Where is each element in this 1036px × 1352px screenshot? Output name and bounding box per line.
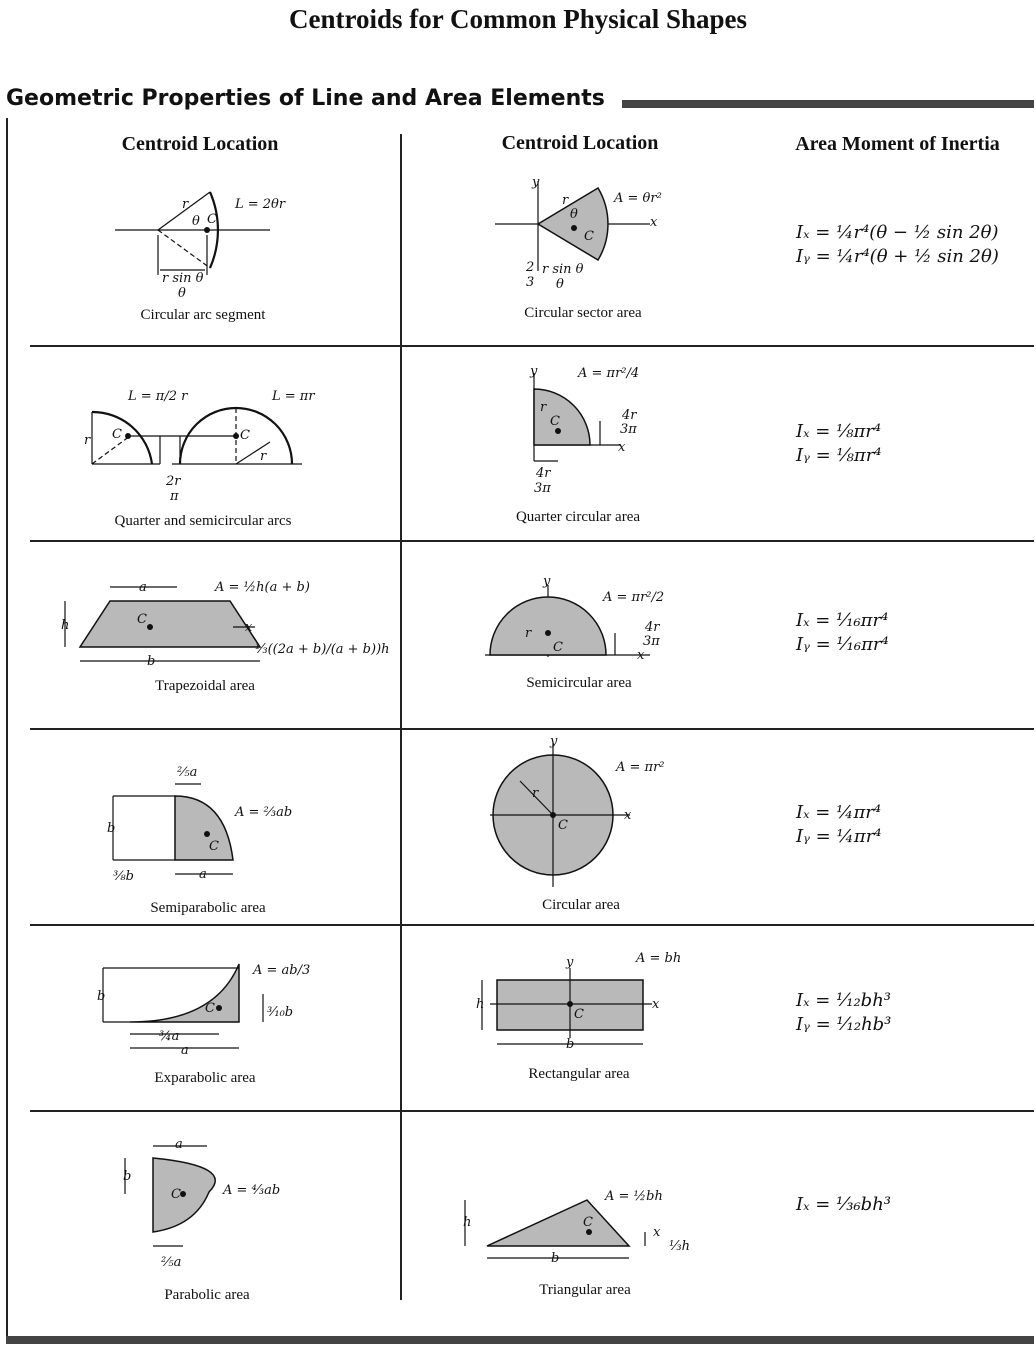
qarea-dist-right-den: 3π — [620, 422, 637, 437]
circular-sector-figure — [490, 176, 680, 296]
sector-dist: r sin θ — [542, 262, 584, 277]
qarea-area-label: A = πr²/4 — [578, 366, 640, 381]
expar-c-label: C — [205, 1001, 215, 1016]
tri-h-label: h — [463, 1215, 472, 1230]
inertia-row2-iy: Iᵧ = ⅛πr⁴ — [796, 445, 882, 466]
qarea-dist-right: 4r — [622, 408, 637, 423]
qarea-y-label: y — [530, 364, 538, 379]
circular-arc-figure — [110, 180, 290, 300]
semi-c-label: C — [553, 640, 563, 655]
bottom-rule — [6, 1336, 1034, 1344]
qarea-c-label: C — [550, 414, 560, 429]
header-centroid-middle: Centroid Location — [501, 132, 659, 154]
parab-dist-label: ⅖a — [161, 1255, 182, 1270]
expar-dist-label: ³⁄₁₀b — [267, 1005, 294, 1020]
inertia-row3-iy: Iᵧ = ¹⁄₁₆πr⁴ — [796, 634, 889, 655]
rect-y-label: y — [566, 955, 574, 970]
circle-c-label: C — [558, 818, 568, 833]
tri-c-label: C — [583, 1215, 593, 1230]
rect-c-label: C — [574, 1007, 584, 1022]
inertia-row5-iy: Iᵧ = ¹⁄₁₂hb³ — [796, 1014, 892, 1035]
qarc-c-label: C — [112, 427, 122, 442]
tri-area-label: A = ½bh — [605, 1189, 663, 1204]
caption-circular-area: Circular area — [542, 897, 620, 913]
semi-dist: 4r — [645, 620, 660, 635]
inertia-row5-ix: Iₓ = ¹⁄₁₂bh³ — [796, 990, 892, 1011]
semi-area-label: A = πr²/2 — [603, 590, 665, 605]
arc-c-label: C — [207, 212, 217, 227]
sector-frac-den: 3 — [526, 275, 535, 290]
inertia-row2-ix: Iₓ = ⅛πr⁴ — [796, 421, 882, 442]
section-subtitle: Geometric Properties of Line and Area Elements — [6, 86, 605, 111]
arc-r-label: r — [182, 197, 189, 212]
trap-dist-label: ⅓((2a + b)/(a + b))h — [255, 642, 390, 657]
sarc-r-label: r — [260, 449, 267, 464]
expar-b-label: b — [97, 989, 106, 1004]
exparabolic-figure — [95, 950, 315, 1060]
inertia-row6-ix: Iₓ = ¹⁄₃₆bh³ — [796, 1194, 892, 1215]
arc-dist-label: r sin θ — [162, 271, 204, 286]
semi-r-label: r — [525, 626, 532, 641]
left-border — [6, 118, 8, 1336]
qarea-dist-bottom-den: 3π — [534, 481, 551, 496]
circle-y-label: y — [550, 734, 558, 749]
inertia-row4-ix: Iₓ = ¼πr⁴ — [796, 802, 882, 823]
row-divider-3 — [30, 728, 1034, 730]
semiparabolic-figure — [105, 756, 305, 886]
header-inertia: Area Moment of Inertia — [795, 133, 1000, 155]
top-rule — [622, 100, 1034, 108]
trap-area-label: A = ½h(a + b) — [215, 580, 310, 595]
expar-a-label: a — [181, 1043, 189, 1058]
inertia-row1-iy: Iᵧ = ¼r⁴(θ + ½ sin 2θ) — [796, 246, 999, 267]
tri-x-label: x — [653, 1225, 661, 1240]
triangular-area-figure — [455, 1184, 715, 1274]
sector-area-label: A = θr² — [614, 191, 662, 206]
sarc-c-label: C — [240, 428, 250, 443]
row-divider-2 — [30, 540, 1034, 542]
qarea-x-label: x — [618, 440, 626, 455]
tri-dist-label: ⅓h — [669, 1239, 690, 1254]
parab-area-label: A = ⁴⁄₃ab — [223, 1183, 281, 1198]
column-divider — [400, 134, 402, 1300]
quarter-semicircular-arcs-figure — [80, 380, 315, 510]
expar-area-label: A = ab/3 — [253, 963, 311, 978]
rectangular-area-figure — [470, 946, 690, 1056]
rect-b-label: b — [566, 1037, 575, 1052]
semipar-a-label: a — [199, 867, 207, 882]
trap-a-label: a — [139, 580, 147, 595]
sector-y-label: y — [532, 175, 540, 190]
expar-dx-label: ¾a — [159, 1029, 180, 1044]
caption-rectangular-area: Rectangular area — [528, 1066, 630, 1082]
rect-x-label: x — [652, 997, 660, 1012]
parabolic-figure — [115, 1136, 315, 1276]
arc-theta-label: θ — [192, 214, 200, 229]
semipar-b-label: b — [107, 821, 116, 836]
arcs-dist-den: π — [170, 489, 179, 504]
semipar-c-label: C — [209, 839, 219, 854]
qarc-length-label: L = π/2 r — [128, 389, 188, 404]
semi-dist-den: 3π — [643, 634, 660, 649]
sector-c-label: C — [584, 229, 594, 244]
trap-b-label: b — [147, 654, 156, 669]
trapezoid-figure — [55, 575, 390, 675]
sector-r-label: r — [562, 193, 569, 208]
sector-dist-den: θ — [556, 277, 564, 292]
parab-c-label: C — [171, 1187, 181, 1202]
circle-x-label: x — [624, 808, 632, 823]
header-centroid-left: Centroid Location — [121, 133, 279, 155]
qarea-dist-bottom: 4r — [536, 466, 551, 481]
sector-frac: 2 — [526, 260, 535, 275]
semipar-area-label: A = ⅔ab — [235, 805, 293, 820]
semipar-bottom-label: ⅜b — [113, 869, 134, 884]
page-title: Centroids for Common Physical Shapes — [288, 4, 748, 34]
trap-x-label: x — [245, 620, 253, 635]
arc-length-label: L = 2θr — [235, 197, 286, 212]
circle-area-label: A = πr² — [616, 760, 665, 775]
arc-dist-den: θ — [178, 286, 186, 301]
circle-r-label: r — [532, 786, 539, 801]
caption-parabolic-area: Parabolic area — [164, 1287, 250, 1303]
caption-quarter-semicircular-arcs: Quarter and semicircular arcs — [114, 513, 292, 529]
caption-trapezoidal-area: Trapezoidal area — [155, 678, 255, 694]
caption-semicircular-area: Semicircular area — [526, 675, 632, 691]
sector-theta-label: θ — [570, 207, 578, 222]
trap-h-label: h — [61, 618, 70, 633]
qarc-r-label: r — [84, 433, 91, 448]
semipar-top-label: ⅖a — [177, 765, 198, 780]
parab-a-label: a — [175, 1137, 183, 1152]
circular-area-figure — [490, 735, 690, 895]
caption-circular-arc: Circular arc segment — [140, 307, 266, 323]
arcs-dist-label: 2r — [166, 474, 181, 489]
semi-y-label: y — [543, 574, 551, 589]
caption-circular-sector: Circular sector area — [524, 305, 642, 321]
inertia-row4-iy: Iᵧ = ¼πr⁴ — [796, 826, 882, 847]
inertia-row3-ix: Iₓ = ¹⁄₁₆πr⁴ — [796, 610, 889, 631]
rect-h-label: h — [476, 997, 485, 1012]
trap-c-label: C — [137, 612, 147, 627]
parab-b-label: b — [123, 1169, 132, 1184]
tri-b-label: b — [551, 1251, 560, 1266]
semi-x-label: x — [637, 648, 645, 663]
quarter-circular-area-figure — [510, 365, 660, 500]
row-divider-1 — [30, 345, 1034, 347]
caption-triangular-area: Triangular area — [539, 1282, 631, 1298]
semicircular-area-figure — [485, 575, 675, 665]
row-divider-4 — [30, 924, 1034, 926]
inertia-row1-ix: Iₓ = ¼r⁴(θ − ½ sin 2θ) — [796, 222, 999, 243]
rect-area-label: A = bh — [636, 951, 682, 966]
caption-semiparabolic-area: Semiparabolic area — [150, 900, 266, 916]
sarc-length-label: L = πr — [272, 389, 315, 404]
caption-exparabolic-area: Exparabolic area — [154, 1070, 256, 1086]
caption-quarter-circular-area: Quarter circular area — [515, 509, 641, 525]
qarea-r-label: r — [540, 400, 547, 415]
row-divider-5 — [30, 1110, 1034, 1112]
sector-x-label: x — [650, 215, 658, 230]
